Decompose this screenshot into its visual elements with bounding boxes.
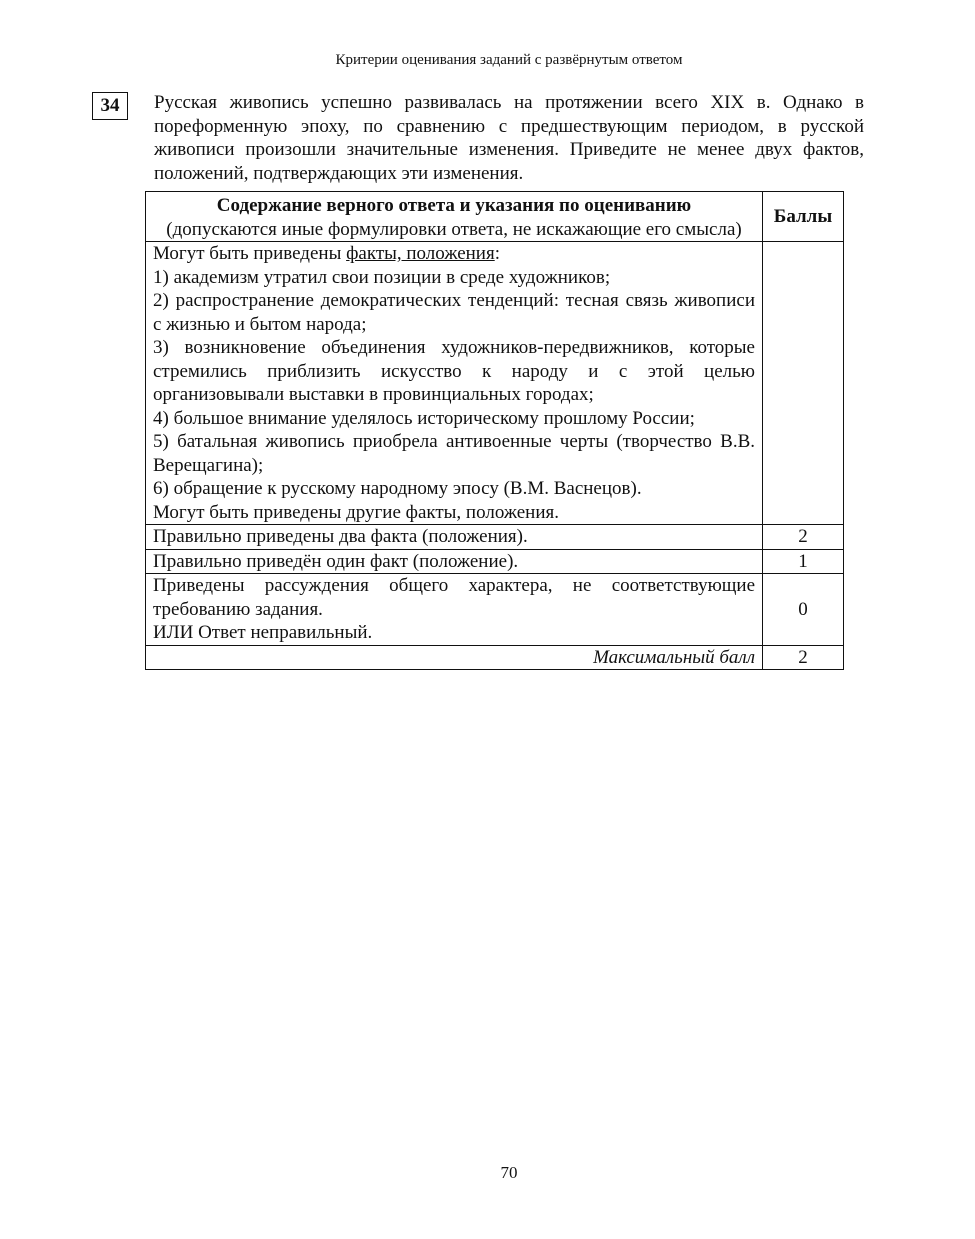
criterion-text: Правильно приведены два факта (положения). — [146, 525, 763, 550]
answer-item-5: 5) батальная живопись приобрела антивоенные черты (творчество В.В. Верещагина); — [153, 431, 755, 476]
criteria-table — [145, 191, 844, 670]
max-score-label: Максимальный балл — [146, 645, 763, 670]
running-header: Критерии оценивания заданий с развёрнутым ответом — [335, 52, 683, 68]
criterion-score: 1 — [763, 549, 844, 574]
table-header-row — [146, 192, 844, 242]
criterion-text: Правильно приведён один факт (положение). — [146, 549, 763, 574]
page-number: 70 — [500, 1163, 518, 1182]
content-header-title: Содержание верного ответа и указания по оцениванию — [216, 195, 692, 216]
answer-intro-underlined: факты, положения — [346, 243, 495, 264]
zero-line-1: Приведены рассуждения общего характера, не соответствующие требованию задания. — [153, 575, 755, 620]
max-score-row — [146, 645, 844, 670]
answer-content-row — [146, 242, 844, 525]
criterion-score-zero: 0 — [763, 574, 844, 646]
content-header-note: (допускаются иные формулировки ответа, не искажающие его смысла) — [166, 218, 742, 240]
table-row — [146, 574, 844, 646]
answer-intro-prefix: Могут быть приведены — [153, 243, 347, 264]
answer-item-4: 4) большое внимание уделялось историческому прошлому России; — [153, 407, 695, 429]
answer-item-3: 3) возникновение объединения художников-передвижников, которые стремились приблизить искусство к народу и с этой целью организовывали выставки в провинциальных городах; — [153, 337, 755, 405]
answer-item-1: 1) академизм утратил свои позиции в среде художников; — [153, 266, 611, 288]
answer-item-2: 2) распространение демократических тенденций: тесная связь живописи с жизнью и бытом народа; — [153, 290, 755, 335]
answer-intro-suffix: : — [494, 243, 500, 264]
answer-intro — [153, 242, 755, 266]
answer-content-score-cell — [763, 242, 844, 525]
content-header-cell — [146, 192, 763, 242]
task-number-box: 34 — [92, 92, 128, 120]
task-question: Русская живопись успешно развивалась на протяжении всего XIX в. Однако в пореформенную эпоху, по сравнению с предшествующим периодом, в русской живописи произошли значительные изменения. Приведите не менее двух фактов, положений, подтверждающих эти изменения. — [154, 92, 864, 184]
table-row — [146, 525, 844, 550]
max-score-value: 2 — [763, 645, 844, 670]
criterion-text-zero — [146, 574, 763, 646]
score-header-cell: Баллы — [763, 192, 844, 242]
criterion-score: 2 — [763, 525, 844, 550]
answer-closing: Могут быть приведены другие факты, положения. — [153, 501, 559, 523]
table-row — [146, 549, 844, 574]
answer-item-6: 6) обращение к русскому народному эпосу (В.М. Васнецов). — [153, 478, 642, 499]
zero-line-2: ИЛИ Ответ неправильный. — [153, 622, 373, 643]
task-text — [154, 91, 864, 185]
answer-content-cell — [146, 242, 763, 525]
